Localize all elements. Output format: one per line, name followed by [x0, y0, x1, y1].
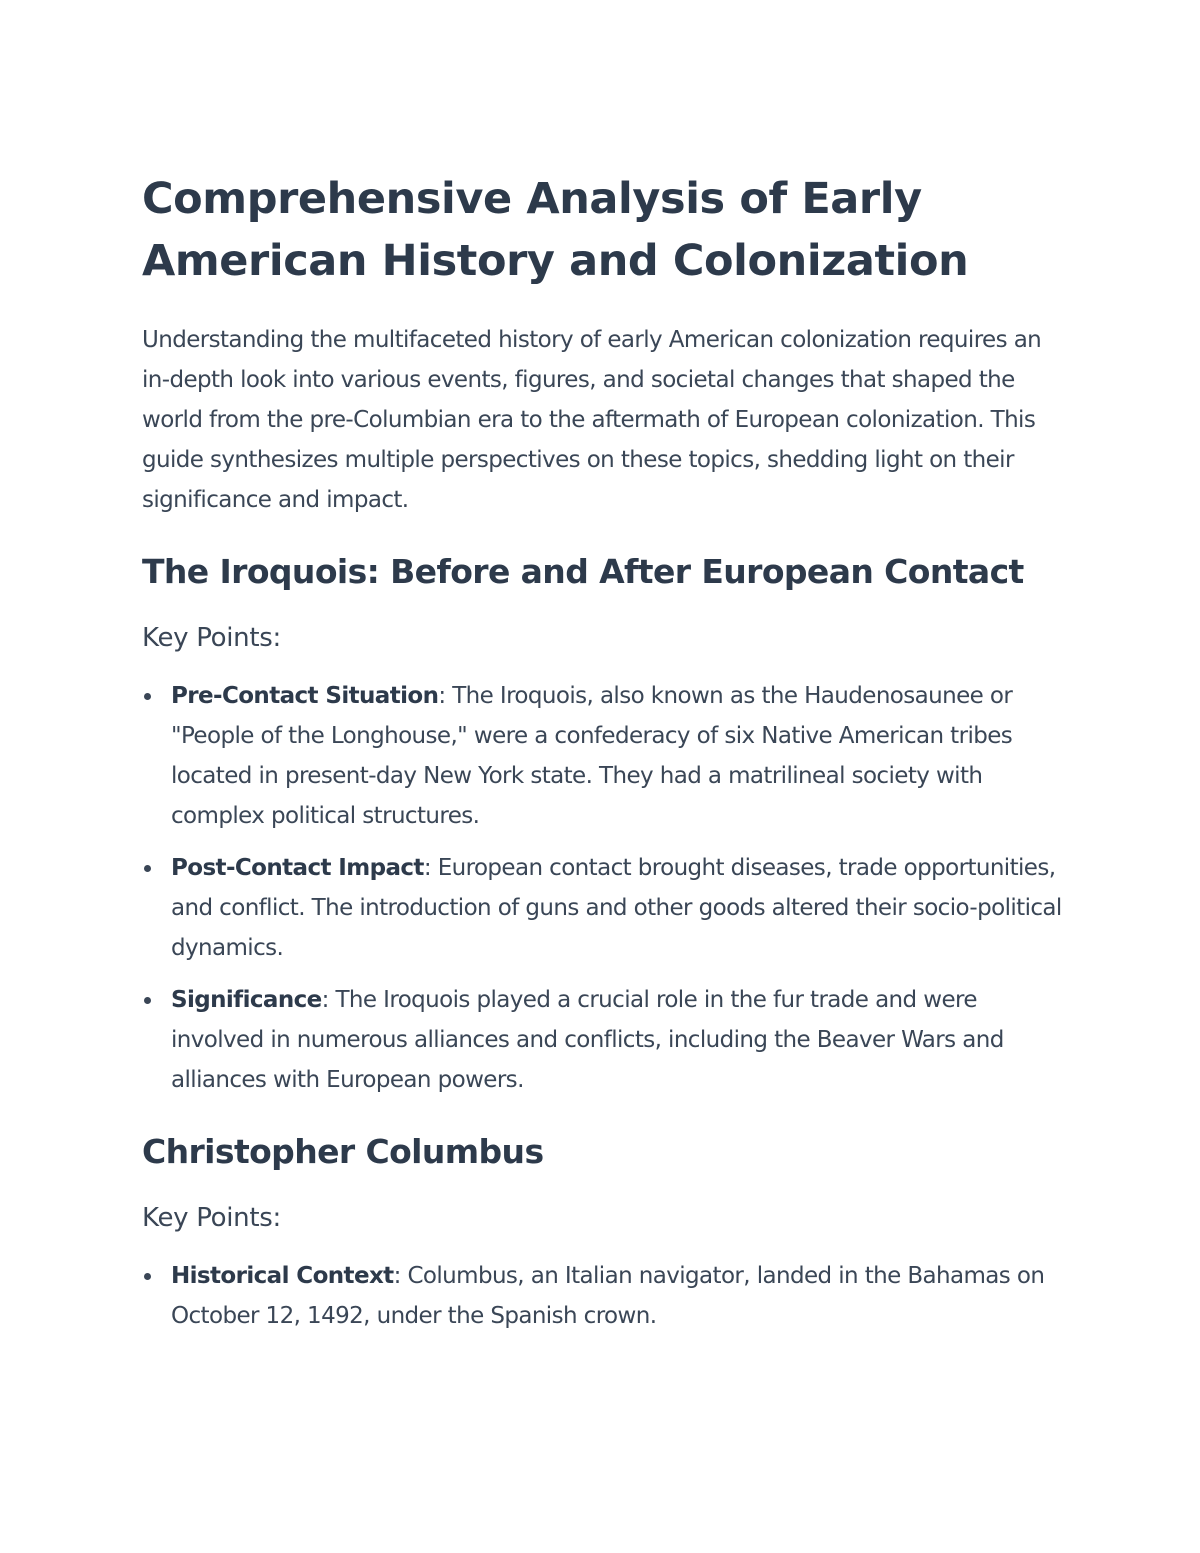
bullet-icon — [144, 693, 151, 700]
list-item-text: : The Iroquois, also known as the Haudenosaunee or "People of the Longhouse," were a confederacy of six Native American tribes located in present-day New York state. They had a matrilineal society with complex political structures. — [171, 683, 1013, 829]
section-columbus — [142, 1130, 1062, 1336]
bullet-icon — [144, 997, 151, 1004]
list-item-text: : The Iroquois played a crucial role in the fur trade and were involved in numerous alliances and conflicts, including the Beaver Wars and alliances with European powers. — [171, 987, 1004, 1093]
list-item — [142, 980, 1062, 1100]
key-points-label: Key Points: — [142, 1203, 281, 1233]
key-points-list — [142, 1256, 1062, 1336]
list-item — [142, 1256, 1062, 1336]
list-item-text: : European contact brought diseases, trade opportunities, and conflict. The introduction of guns and other goods altered their socio-political dynamics. — [171, 855, 1062, 961]
list-item — [142, 848, 1062, 968]
key-points-label: Key Points: — [142, 623, 281, 653]
document-page — [142, 168, 1062, 1336]
bullet-icon — [144, 1273, 151, 1280]
intro-paragraph: Understanding the multifaceted history of early American colonization requires an in-depth look into various events, figures, and societal changes that shaped the world from the pre-Columbian era to the aftermath of European colonization. This guide synthesizes multiple perspectives on these topics, shedding light on their significance and impact. — [142, 327, 1042, 513]
list-item-term: Pre-Contact Situation — [171, 683, 439, 709]
document-title: Comprehensive Analysis of Early American History and Colonization — [142, 174, 969, 286]
section-heading: Christopher Columbus — [142, 1132, 544, 1171]
list-item-text: : Columbus, an Italian navigator, landed in the Bahamas on October 12, 1492, under the Spanish crown. — [171, 1263, 1045, 1329]
key-points-list — [142, 676, 1062, 1100]
list-item-term: Significance — [171, 987, 322, 1013]
list-item-term: Post-Contact Impact — [171, 855, 424, 881]
section-heading: The Iroquois: Before and After European Contact — [142, 552, 1024, 591]
list-item-term: Historical Context — [171, 1263, 394, 1289]
bullet-icon — [144, 865, 151, 872]
list-item — [142, 676, 1062, 836]
section-iroquois — [142, 550, 1062, 1100]
